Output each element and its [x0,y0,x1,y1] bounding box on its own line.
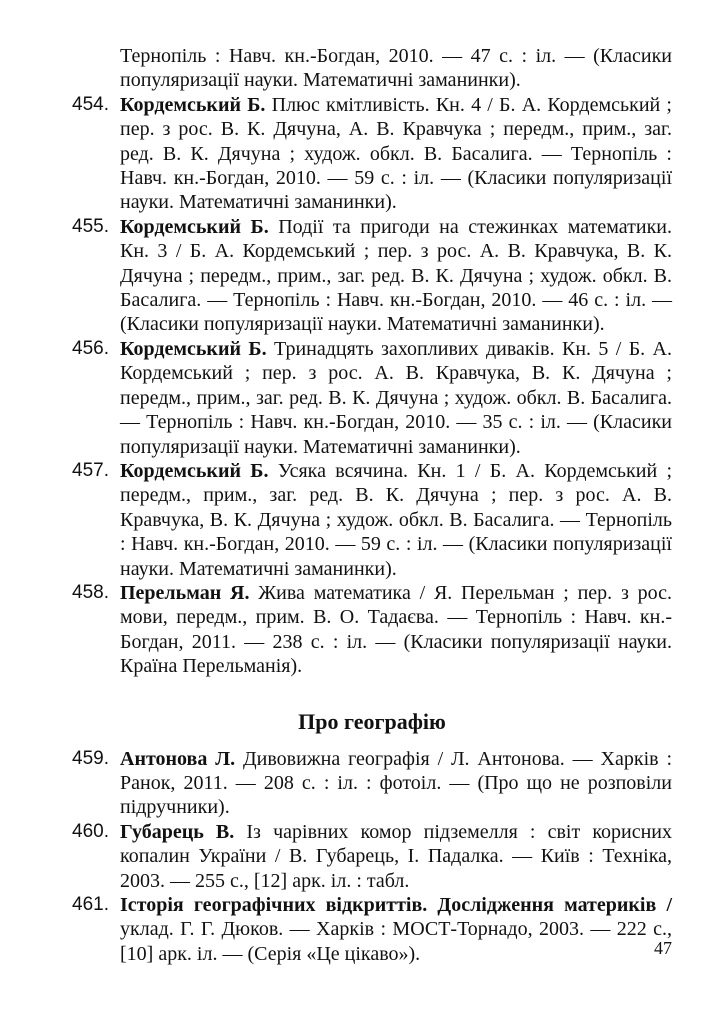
entry-text: Плюс кмітливість. Кн. 4 / Б. А. Кордемський ; пер. з рос. В. К. Дячуна, А. В. Кравчука ; передм., прим., заг. ред. В. К. Дячуна ; худож. обкл. В. Басалига. — Тернопіль : Навч. кн.-Богдан, 2010. — 59 с. : іл. — (Класики популяризації науки. Математичні заманинки). [120,93,672,214]
entry-author: Перельман Я. [120,581,250,604]
entry-number: 454. [72,93,109,115]
bibliography-entry-460 [72,820,672,893]
entry-number: 455. [72,215,109,237]
entry-number: 461. [72,894,109,915]
entry-text: Усяка всячина. Кн. 1 / Б. А. Кордемський ; передм., прим., заг. ред. В. К. Дячуна ; пер. з рос. А. В. Кравчука, В. К. Дячуна ; худож. обкл. В. Басалига. — Тернопіль : Навч. кн.-Богдан, 2010. — 59 с. : іл. — (Класики популяризації науки. Математичні заманинки). [120,459,673,580]
entry-text: Тринадцять захопливих диваків. Кн. 5 / Б. А. Кордемський ; пер. з рос. А. В. Кравчука, В. К. Дячуна ; передм., прим., заг. ред. В. К. Дячуна ; худож. обкл. В. Басалига. — Тернопіль : Навч. кн.-Богдан, 2010. — 35 с. : іл. — (Класики популяризації науки. Математичні заманинки). [120,337,673,458]
entry-number: 459. [72,747,109,769]
entry-author: Кордемський Б. [120,93,266,116]
bibliography-entry-459 [72,747,672,820]
entry-text: уклад. Г. Г. Дюков. — Харків : МОСТ-Торнадо, 2003. — 222 с., [10] арк. іл. — (Серія «Це цікаво»). [120,918,672,965]
entry-text: Із чарівних комор підземелля : світ корисних копалин України / В. Губарець, І. Падалка. — Київ : Техніка, 2003. — 255 с., [12] арк. іл. : табл. [120,820,673,892]
entry-author: Губарець В. [120,820,235,843]
section-heading: Про географію [298,708,446,734]
entry-number: 456. [72,337,109,359]
entry-author: Кордемський Б. [120,459,269,482]
entry-text: Жива математика / Я. Перельман ; пер. з рос. мови, передм., прим. В. О. Тадаєва. — Тернопіль : Навч. кн.-Богдан, 2011. — 238 с. : іл. — (Класики популяризації науки. Країна Перельманія). [120,581,672,678]
bibliography-entry-455 [72,215,672,337]
bibliography-entry-458 [72,581,672,679]
entry-author: Кордемський Б. [120,215,269,238]
entry-text: Події та пригоди на стежинках математики. Кн. 3 / Б. А. Кордемський ; пер. з рос. А. В. Кравчука, В. К. Дячуна ; передм., прим., заг. ред. В. К. Дячуна ; худож. обкл. В. Басалига. — Тернопіль : Навч. кн.-Богдан, 2010. — 46 с. : іл. — (Класики популяризації науки. Математичні заманинки). [120,215,672,336]
entry-author: Історія географічних відкриттів. Дослідження материків / [120,894,672,916]
entry-number: 458. [72,581,109,603]
bibliography-list [72,44,672,966]
continued-entry-text: Тернопіль : Навч. кн.-Богдан, 2010. — 47 с. : іл. — (Класики популяризації науки. Математичні заманинки). [120,45,672,92]
entry-number: 460. [72,820,109,842]
bibliography-entry-456 [72,337,672,459]
entry-author: Кордемський Б. [120,337,267,360]
bibliography-entry-457 [72,459,672,581]
bibliography-entry-454 [72,93,672,215]
bibliography-entry-461 [72,893,672,966]
entry-number: 457. [72,459,109,481]
entry-author: Антонова Л. [120,747,236,770]
page-number: 47 [654,938,672,958]
entry-text: Дивовижна географія / Л. Антонова. — Харків : Ранок, 2011. — 208 с. : іл. : фотоіл. — (Про що не розповіли підручники). [120,747,673,819]
